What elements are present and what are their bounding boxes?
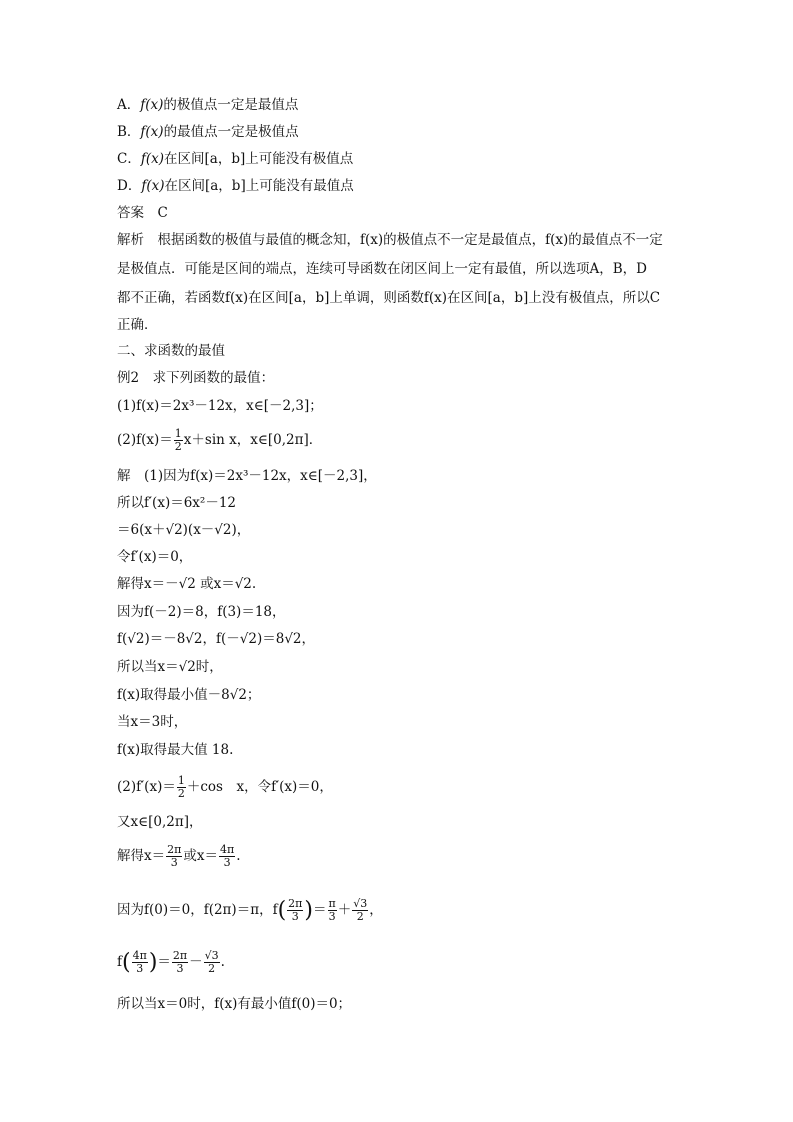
- analysis-text-1: 根据函数的极值与最值的概念知，f(x)的极值点不一定是最值点，f(x)的最值点不一定: [157, 232, 663, 248]
- p6-fraction-2: [204, 950, 220, 975]
- option-c-prefix: C．: [117, 151, 141, 167]
- option-b-text: 的最值点一定是极值点: [163, 124, 299, 140]
- option-a-fx: f(x): [140, 97, 164, 113]
- option-c-text: 在区间[a，b]上可能没有极值点: [164, 151, 354, 167]
- solution-line-9: f(x)取得最小值－8√2；: [117, 687, 261, 703]
- solution-line-2: 所以f′(x)＝6x²－12: [117, 495, 237, 511]
- p6-arg-denominator: 3: [136, 962, 144, 975]
- option-d: [117, 177, 354, 195]
- p6-end: .: [220, 954, 225, 970]
- example-q1: (1)f(x)＝2x³－12x，x∈[－2,3]；: [117, 398, 323, 414]
- solution-line-7: f(√2)＝－8√2，f(－√2)＝8√2，: [117, 631, 316, 647]
- option-b-prefix: B．: [117, 124, 141, 140]
- p6-prefix: f: [117, 954, 122, 970]
- p6-minus: －: [189, 954, 203, 970]
- p4-fraction-1-numerator: 2π: [167, 843, 182, 856]
- analysis-line-2: 是极值点．可能是区间的端点，连续可导函数在闭区间上一定有最值，所以选项A，B，D: [117, 261, 647, 277]
- solution-part2-line-4: [117, 898, 383, 923]
- p6-equals: ＝: [157, 954, 171, 970]
- solution-line-3: ＝6(x＋√2)(x－√2)，: [117, 522, 251, 538]
- p5-fraction-2: [352, 898, 368, 923]
- option-c-fx: f(x): [140, 151, 164, 167]
- q2-prefix: (2)f(x)＝: [117, 432, 173, 448]
- p4-prefix: 解得x＝: [117, 848, 166, 864]
- solution-line-5: 解得x＝－√2 或x＝√2.: [117, 576, 257, 592]
- p6-fraction-2-denominator: 2: [208, 962, 216, 975]
- option-d-fx: f(x): [141, 178, 165, 194]
- section-heading: 二、求函数的最值: [117, 343, 225, 359]
- p5-fraction-2-denominator: 2: [356, 910, 364, 923]
- p5-arg-fraction: [287, 898, 303, 923]
- q2-suffix: x＋sin x，x∈[0,2π]．: [183, 432, 323, 448]
- solution-line-6: 因为f(－2)＝8，f(3)＝18，: [117, 604, 286, 620]
- solution-line-10: 当x＝3时，: [117, 714, 188, 730]
- solution-part2-line-6: 所以当x＝0时，f(x)有最小值f(0)＝0；: [117, 996, 352, 1012]
- p2-prefix: (2)f′(x)＝: [117, 779, 176, 795]
- p5-equals: ＝: [313, 902, 327, 918]
- p5-fraction-1: [328, 898, 337, 923]
- left-paren-2: (: [122, 949, 131, 975]
- p6-fraction-1-denominator: 3: [176, 962, 184, 975]
- left-paren: (: [277, 897, 287, 923]
- p2-suffix: ＋cos x，令f′(x)＝0，: [186, 779, 333, 795]
- p2-fraction-denominator: 2: [177, 787, 185, 800]
- p4-end: .: [236, 848, 241, 864]
- p5-prefix: 因为f(0)＝0，f(2π)＝π，f: [117, 902, 278, 918]
- right-paren: ): [304, 897, 313, 923]
- p5-fraction-1-denominator: 3: [328, 910, 336, 923]
- p6-fraction-1-numerator: 2π: [172, 949, 188, 962]
- p5-fraction-1-numerator: π: [328, 897, 336, 910]
- analysis-line-1: [117, 231, 663, 249]
- p4-fraction-1: [166, 844, 182, 869]
- answer-line: [117, 204, 168, 222]
- p5-fraction-2-numerator: √3: [353, 897, 368, 910]
- answer-value: C: [157, 205, 168, 221]
- p4-fraction-2-numerator: 4π: [219, 843, 235, 856]
- answer-label: 答案: [117, 205, 144, 221]
- p6-fraction-1: [172, 950, 188, 975]
- p5-plus: ＋: [337, 902, 352, 918]
- solution-part2-line-5: [117, 950, 225, 975]
- option-b: [117, 123, 299, 141]
- option-d-prefix: D．: [117, 178, 142, 194]
- analysis-label: 解析: [117, 232, 144, 248]
- example-q2: [117, 428, 322, 453]
- option-d-text: 在区间[a，b]上可能没有最值点: [164, 178, 354, 194]
- solution-line-1: 解 (1)因为f(x)＝2x³－12x，x∈[－2,3]，: [117, 468, 377, 484]
- option-c: [117, 150, 353, 168]
- p4-fraction-2: [219, 844, 235, 869]
- solution-part2-line-1: [117, 775, 333, 800]
- p6-fraction-2-numerator: √3: [204, 949, 219, 962]
- option-a: [117, 96, 298, 114]
- p6-arg-numerator: 4π: [132, 949, 147, 962]
- solution-part2-line-2: 又x∈[0,2π]，: [117, 814, 203, 830]
- option-b-fx: f(x): [140, 124, 164, 140]
- q2-fraction-denominator: 2: [174, 440, 182, 453]
- option-a-text: 的极值点一定是最值点: [163, 97, 299, 113]
- right-paren-2: ): [148, 949, 158, 975]
- p5-arg-denominator: 3: [291, 910, 299, 923]
- solution-line-11: f(x)取得最大值 18.: [117, 742, 234, 758]
- solution-line-4: 令f′(x)＝0，: [117, 549, 193, 565]
- p2-fraction: [177, 775, 186, 800]
- option-a-prefix: A．: [117, 97, 141, 113]
- example-title: 例2 求下列函数的最值：: [117, 370, 275, 386]
- p2-fraction-numerator: 1: [177, 774, 185, 787]
- q2-fraction: [174, 428, 183, 453]
- solution-line-8: 所以当x＝√2时，: [117, 659, 223, 675]
- p4-middle: 或x＝: [183, 848, 218, 864]
- solution-part2-line-3: [117, 844, 241, 869]
- analysis-line-4: 正确．: [117, 317, 158, 333]
- analysis-line-3: 都不正确，若函数f(x)在区间[a，b]上单调，则函数f(x)在区间[a，b]上没有极值点，所以C: [117, 290, 661, 306]
- q2-fraction-numerator: 1: [174, 427, 182, 440]
- p4-fraction-1-denominator: 3: [170, 856, 178, 869]
- p5-arg-numerator: 2π: [288, 897, 303, 910]
- p5-end: ，: [369, 902, 383, 918]
- p4-fraction-2-denominator: 3: [223, 856, 231, 869]
- p6-arg-fraction: [132, 950, 148, 975]
